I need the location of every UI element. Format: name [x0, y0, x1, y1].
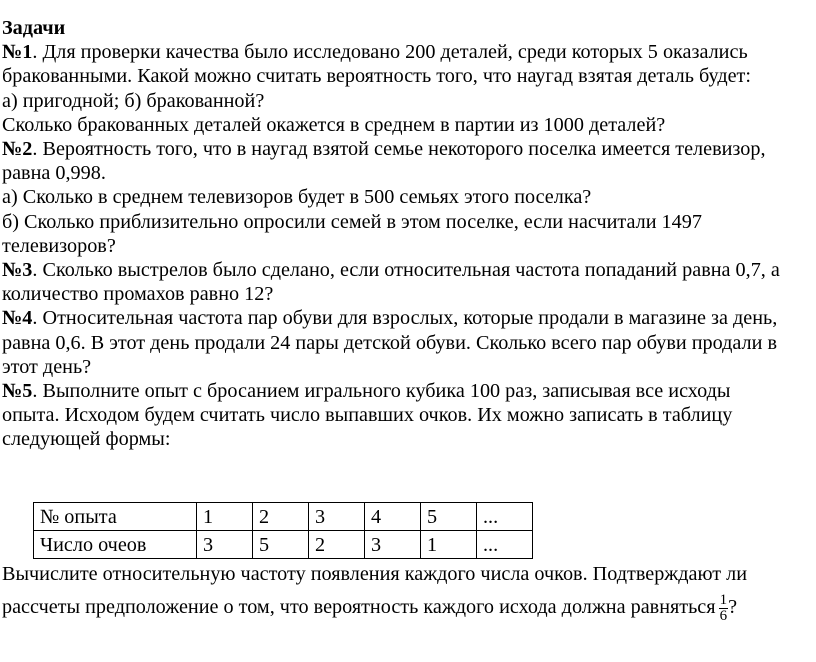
task-1-line-4: Сколько бракованных деталей окажется в среднем в партии из 1000 деталей? [2, 113, 666, 136]
question-line-2: рассчеты предположение о том, что вероятность каждого исхода должна равняться $\frac{1}{6}$ ? [2, 592, 738, 624]
fraction-one-sixth: $\frac{1}{6}$ [719, 592, 728, 624]
table-cell: 1 [197, 503, 253, 531]
table-cell: 5 [421, 503, 477, 531]
task-2-line-4: б) Сколько приблизительно опросили семей в этом поселке, если насчитали 1497 [2, 210, 702, 233]
table-row [34, 503, 533, 531]
task-4-line-2: равна 0,6. В этот день продали 24 пары детской обуви. Сколько всего пар обуви продали в [2, 331, 778, 354]
table-cell: 3 [365, 531, 421, 559]
table-cell: 4 [365, 503, 421, 531]
task-1-line-1: №1. Для проверки качества было исследовано 200 деталей, среди которых 5 оказались [2, 41, 748, 64]
task-3-line-1: №3. Сколько выстрелов было сделано, если относительная частота попаданий равна 0,7, а [2, 259, 780, 282]
task-5-line-2: опыта. Исходом будем считать число выпавших очков. Их можно записать в таблицу [2, 404, 733, 427]
table-cell: 3 [309, 503, 365, 531]
table-cell: Число очеов [34, 531, 197, 559]
task-3-number: №3 [2, 259, 33, 282]
task-4-line-3: этот день? [2, 355, 92, 378]
task-4-number: №4 [2, 307, 33, 330]
task-2-line-1: №2. Вероятность того, что в наугад взятой семье некоторого поселка имеется телевизор, [2, 138, 766, 161]
task-5-line-3: следующей формы: [2, 428, 171, 451]
table-cell: 1 [421, 531, 477, 559]
table-cell: 3 [197, 531, 253, 559]
task-1-line-3: а) пригодной; б) бракованной? [2, 89, 265, 112]
task-2-line-2: равна 0,998. [2, 162, 106, 185]
task-1-line-2: бракованными. Какой можно считать вероятность того, что наугад взятая деталь будет: [2, 65, 751, 88]
task-5-line-1: №5. Выполните опыт с бросанием игрального кубика 100 раз, записывая все исходы [2, 380, 731, 403]
task-2-line-3: а) Сколько в среднем телевизоров будет в 500 семьях этого поселка? [2, 186, 592, 209]
task-4-line-1: №4. Относительная частота пар обуви для взрослых, которые продали в магазине за день, [2, 307, 778, 330]
task-2-number: №2 [2, 138, 33, 161]
task-3-line-2: количество промахов равно 12? [2, 283, 274, 306]
document-title: Задачи [2, 17, 66, 39]
table-cell: ... [477, 503, 533, 531]
task-1-number: №1 [2, 41, 33, 64]
table-cell: № опыта [34, 503, 197, 531]
table-row [34, 531, 533, 559]
table-cell: 5 [253, 531, 309, 559]
task-5-number: №5 [2, 380, 33, 403]
question-line-1: Вычислите относительную частоту появления каждого числа очков. Подтверждают ли [2, 563, 748, 585]
table-cell: 2 [309, 531, 365, 559]
task-2-line-5: телевизоров? [2, 234, 116, 257]
results-table [33, 502, 533, 559]
table-cell: 2 [253, 503, 309, 531]
task-text [2, 16, 814, 452]
table-cell: ... [477, 531, 533, 559]
